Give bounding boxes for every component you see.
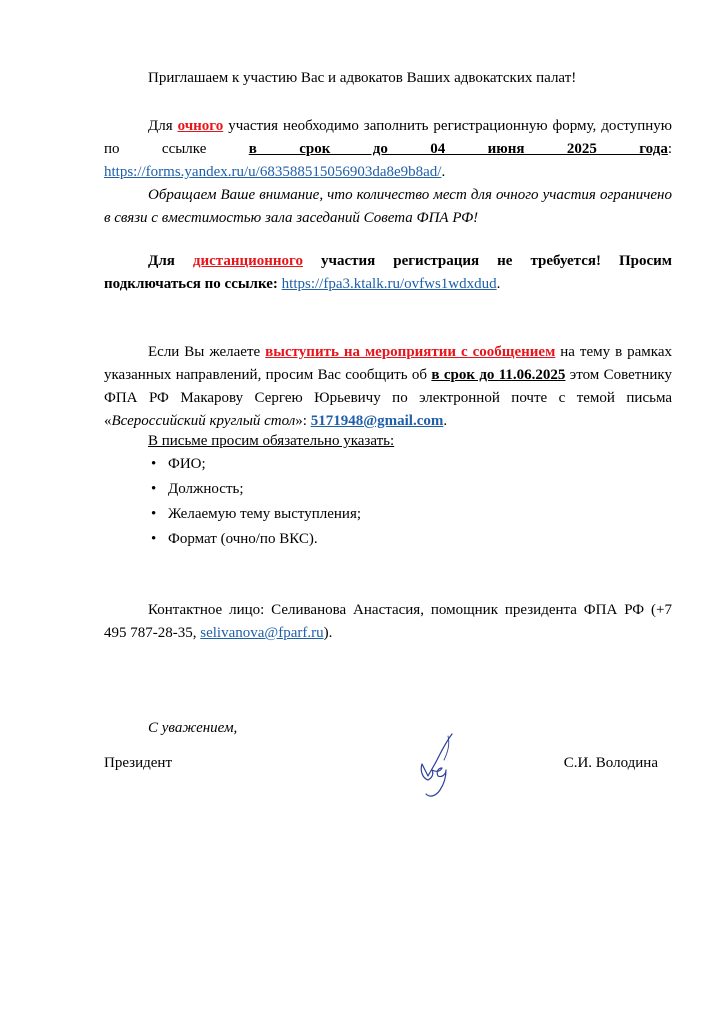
required-info-list (151, 452, 362, 552)
closing-regards: С уважением, (148, 720, 238, 736)
signer-title: Президент (104, 755, 172, 771)
list-heading: В письме просим обязательно указать: (148, 433, 395, 449)
speaker-paragraph: Если Вы желаете выступить на мероприятии с сообщением на тему в рамках указанных направлений, просим Вас сообщить об в срок до 11.06.2025 этом Советнику ФПА РФ Макарову Сергею Юрьевичу по электронной почте с темой письма «Всероссийский круглый стол»: 5171948@gmail.com. (104, 344, 672, 429)
bullet-icon: • (151, 506, 157, 522)
bullet-icon: • (151, 481, 157, 497)
bullet-icon: • (151, 456, 157, 472)
bullet-icon: • (151, 531, 157, 547)
list-item: • Формат (очно/по ВКС). (168, 527, 361, 552)
list-item: • ФИО; (168, 452, 361, 477)
inperson-deadline: в срок до 04 июня 2025 года (248, 141, 668, 157)
inperson-paragraph: Для очного участия необходимо заполнить регистрационную форму, доступную по ссылке в срок до 04 июня 2025 года: https://forms.yandex.ru/u/683588515056903da8e9b8ad/. (104, 118, 673, 180)
signature-icon (412, 728, 468, 802)
list-item: • Должность; (168, 477, 361, 502)
signer-name: С.И. Володина (563, 755, 658, 771)
remote-meeting-link[interactable]: https://fpa3.ktalk.ru/ovfws1wdxdud (281, 276, 497, 292)
registration-form-link[interactable]: https://forms.yandex.ru/u/683588515056903da8e9b8ad/ (104, 164, 442, 180)
speaker-deadline: в срок до 11.06.2025 (431, 367, 566, 383)
intro-text: Приглашаем к участию Вас и адвокатов Ваших адвокатских палат! (148, 70, 577, 86)
email-subject: Всероссийский круглый стол (111, 413, 296, 429)
speaker-highlight: выступить на мероприятии с сообщением (265, 344, 556, 360)
contact-email-link[interactable]: selivanova@fparf.ru (200, 625, 324, 641)
list-item: • Желаемую тему выступления; (168, 502, 361, 527)
advisor-email-link[interactable]: 5171948@gmail.com (310, 413, 444, 429)
intro-line (104, 67, 672, 90)
inperson-mode: очного (177, 118, 224, 134)
inperson-note: Обращаем Ваше внимание, что количество мест для очного участия ограничено в связи с вместимостью зала заседаний Совета ФПА РФ! (104, 187, 672, 226)
contact-paragraph: Контактное лицо: Селиванова Анастасия, помощник президента ФПА РФ (+7 495 787-28-35, selivanova@fparf.ru). (104, 602, 672, 641)
remote-paragraph: Для дистанционного участия регистрация не требуется! Просим подключаться по ссылке: https://fpa3.ktalk.ru/ovfws1wdxdud. (104, 253, 672, 292)
remote-mode: дистанционного (192, 253, 303, 269)
